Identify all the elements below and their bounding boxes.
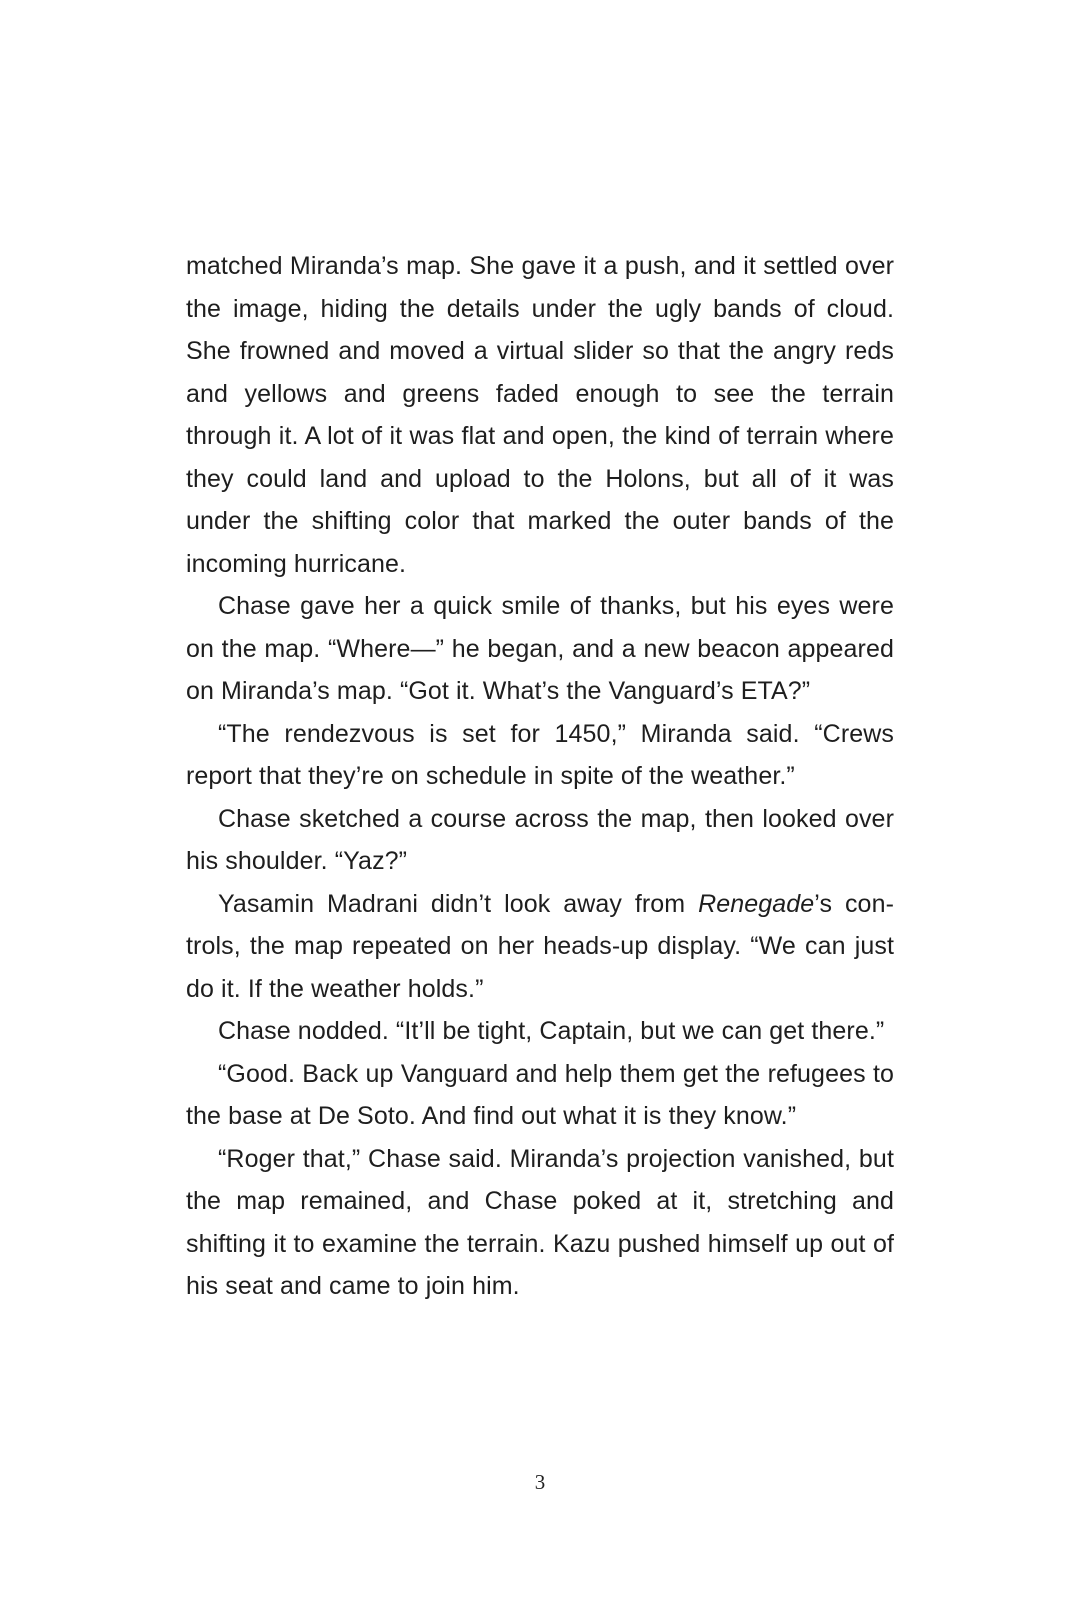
paragraph-1: matched Miranda’s map. She gave it a push, and it settled over the image, hiding the details under the ugly bands of cloud. She frowned and moved a virtual slider so that the angry reds and yellows and greens faded enough to see the terrain through it. A lot of it was flat and open, the kind of terrain where they could land and upload to the Holons, but all of it was under the shifting color that marked the outer bands of the incoming hurricane. [186, 252, 894, 578]
paragraph-5-after: ’s con-trols, the map repeated on her heads-up display. “We can just do it. If the weather holds.” [186, 889, 894, 1003]
page-number: 3 [534, 1470, 546, 1494]
paragraph-3: “The rendezvous is set for 1450,” Miranda said. “Crews report that they’re on schedule in spite of the weather.” [186, 719, 894, 790]
paragraph-5 [186, 883, 894, 1011]
paragraph-8: “Roger that,” Chase said. Miranda’s projection vanished, but the map remained, and Chase poked at it, stretching and shifting it to examine the terrain. Kazu pushed himself up out of his seat and came to join him. [186, 1144, 894, 1300]
paragraph-6: Chase nodded. “It’ll be tight, Captain, but we can get there.” [218, 1017, 885, 1045]
paragraph-2: Chase gave her a quick smile of thanks, but his eyes were on the map. “Where—” he began, and a new beacon appeared on Miranda’s map. “Got it. What’s the Vanguard’s ETA?” [186, 592, 894, 705]
paragraph-4: Chase sketched a course across the map, then looked over his shoulder. “Yaz?” [186, 804, 894, 875]
body-text [186, 245, 894, 1308]
paragraph-5-before: Yasamin Madrani didn’t look away from [218, 889, 699, 918]
ship-name-italic: Renegade [698, 889, 815, 918]
paragraph-7: “Good. Back up Vanguard and help them get the refugees to the base at De Soto. And find out what it is they know.” [186, 1059, 894, 1130]
